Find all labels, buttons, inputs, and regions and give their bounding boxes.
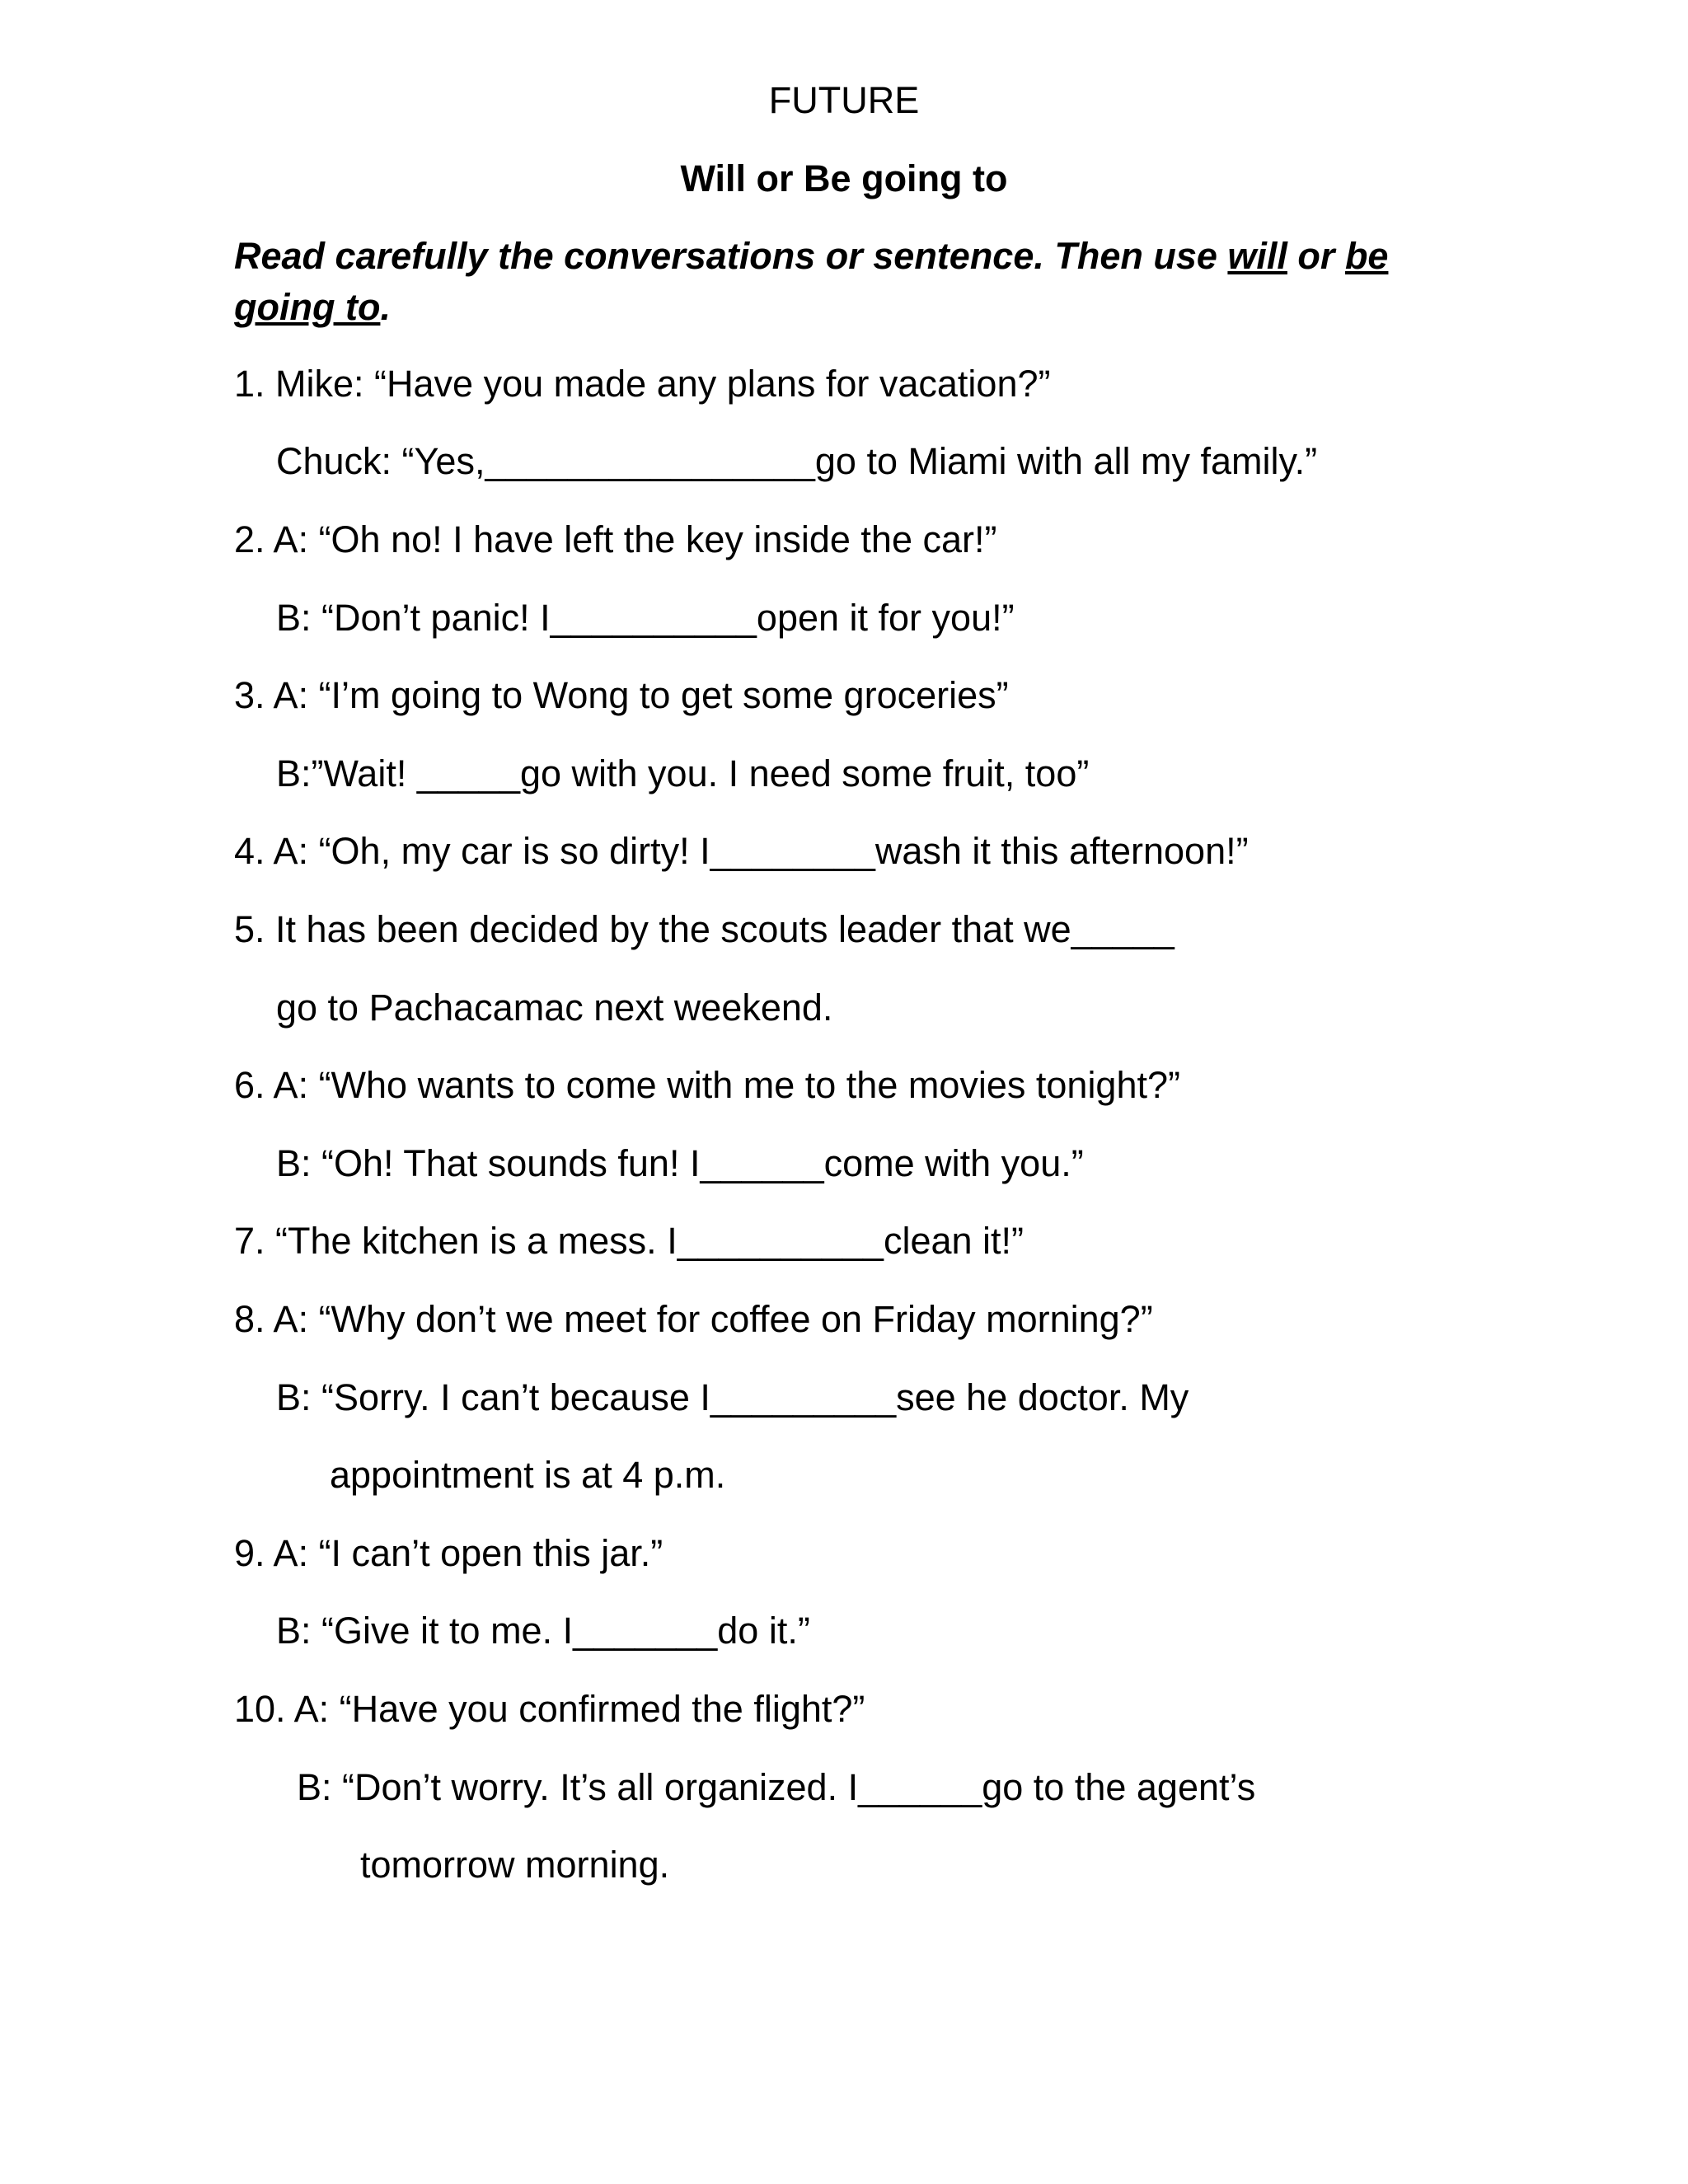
page-subtitle: Will or Be going to <box>680 157 1008 199</box>
exercise-8-question: 8. A: “Why don’t we meet for coffee on Friday morning?” <box>234 1298 1153 1340</box>
exercise-2-question: 2. A: “Oh no! I have left the key inside the car!” <box>234 518 997 560</box>
instructions-text: Read carefully the conversations or sentence. Then use <box>234 235 1228 277</box>
exercise-1-answer: Chuck: “Yes,________________go to Miami with all my family.” <box>276 440 1318 482</box>
exercise-1-question: 1. Mike: “Have you made any plans for vacation?” <box>234 363 1051 405</box>
exercise-6-answer: B: “Oh! That sounds fun! I______come with you.” <box>276 1142 1084 1184</box>
instructions <box>234 231 1487 333</box>
exercise-2-answer: B: “Don’t panic! I__________open it for you!” <box>276 597 1015 639</box>
exercise-7: 7. “The kitchen is a mess. I__________clean it!” <box>234 1220 1025 1262</box>
exercise-6-question: 6. A: “Who wants to come with me to the movies tonight?” <box>234 1064 1181 1106</box>
exercise-9-answer: B: “Give it to me. I_______do it.” <box>276 1610 810 1652</box>
instructions-or: or <box>1287 235 1345 277</box>
exercise-10-question: 10. A: “Have you confirmed the flight?” <box>234 1688 865 1730</box>
exercise-3-question: 3. A: “I’m going to Wong to get some groceries” <box>234 674 1009 716</box>
page-title: FUTURE <box>768 79 920 121</box>
exercise-10-answer-continued: tomorrow morning. <box>360 1844 670 1886</box>
instructions-be: be <box>1344 235 1389 277</box>
exercise-10-answer: B: “Don’t worry. It’s all organized. I______go to the agent’s <box>297 1766 1256 1808</box>
exercise-5-line-2: go to Pachacamac next weekend. <box>276 987 833 1029</box>
exercise-9-question: 9. A: “I can’t open this jar.” <box>234 1532 663 1574</box>
exercise-8-answer-continued: appointment is at 4 p.m. <box>330 1454 726 1496</box>
exercise-5-line-1: 5. It has been decided by the scouts leader that we_____ <box>234 908 1175 950</box>
exercise-8-answer: B: “Sorry. I can’t because I_________see he doctor. My <box>276 1376 1189 1418</box>
instructions-will: will <box>1227 235 1287 277</box>
instructions-period: . <box>380 286 391 328</box>
exercise-4: 4. A: “Oh, my car is so dirty! I________wash it this afternoon!” <box>234 830 1249 872</box>
exercise-3-answer: B:”Wait! _____go with you. I need some fruit, too” <box>276 752 1090 794</box>
instructions-going-to: going to <box>234 286 381 328</box>
